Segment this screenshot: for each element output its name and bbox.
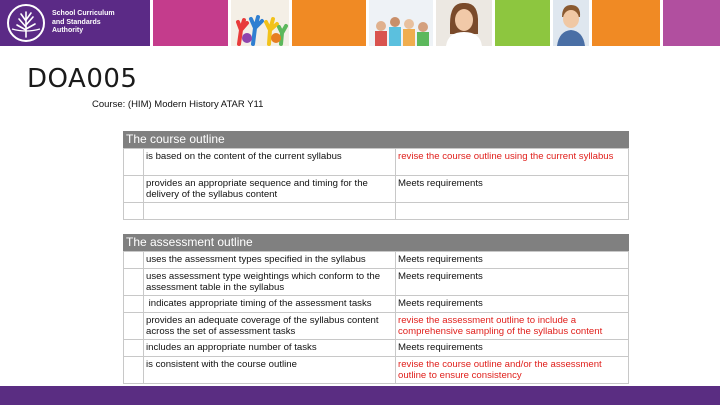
feedback-cell: revise the course outline using the current syllabus xyxy=(396,149,629,176)
row-gutter xyxy=(124,313,144,340)
banner-panel-green xyxy=(495,0,550,46)
org-line-3: Authority xyxy=(52,27,84,35)
row-gutter xyxy=(124,176,144,203)
criterion-cell: provides an adequate coverage of the syllabus content across the set of assessment tasks xyxy=(144,313,396,340)
banner-photo-children xyxy=(369,0,433,46)
banner-panel-magenta xyxy=(153,0,228,46)
table-row xyxy=(124,357,629,384)
scsa-logo xyxy=(0,0,150,46)
criterion-cell: provides an appropriate sequence and timing for the delivery of the syllabus content xyxy=(144,176,396,203)
table-row xyxy=(124,340,629,357)
handprints-image-icon xyxy=(231,0,289,46)
assessment-outline-section xyxy=(123,234,629,384)
tree-logo-icon xyxy=(6,3,46,43)
criterion-cell: uses the assessment types specified in the syllabus xyxy=(144,252,396,269)
assessment-outline-heading: The assessment outline xyxy=(123,234,629,251)
woman-photo-icon xyxy=(436,0,492,46)
criterion-cell: is based on the content of the current syllabus xyxy=(144,149,396,176)
feedback-cell: Meets requirements xyxy=(396,252,629,269)
org-name xyxy=(52,10,115,36)
criterion-cell xyxy=(144,203,396,220)
criterion-cell: includes an appropriate number of tasks xyxy=(144,340,396,357)
row-gutter xyxy=(124,203,144,220)
slide-title: DOA005 xyxy=(27,64,138,94)
banner-panel-orange-2 xyxy=(592,0,660,46)
row-gutter xyxy=(124,296,144,313)
table-row xyxy=(124,296,629,313)
feedback-cell: Meets requirements xyxy=(396,296,629,313)
row-gutter xyxy=(124,252,144,269)
feedback-cell xyxy=(396,203,629,220)
course-outline-heading: The course outline xyxy=(123,131,629,148)
table-row xyxy=(124,269,629,296)
feedback-cell: Meets requirements xyxy=(396,340,629,357)
banner-photo-boy xyxy=(553,0,589,46)
table-row xyxy=(124,176,629,203)
criterion-cell: indicates appropriate timing of the assessment tasks xyxy=(144,296,396,313)
banner-photo-handprints xyxy=(231,0,289,46)
banner-photo-woman xyxy=(436,0,492,46)
criterion-cell: is consistent with the course outline xyxy=(144,357,396,384)
children-image-icon xyxy=(369,0,433,46)
row-gutter xyxy=(124,149,144,176)
assessment-outline-table xyxy=(123,251,629,384)
course-label: Course: (HIM) Modern History ATAR Y11 xyxy=(92,99,264,110)
course-outline-section xyxy=(123,131,629,220)
feedback-cell: Meets requirements xyxy=(396,176,629,203)
org-line-1: School Curriculum xyxy=(52,10,115,18)
table-row xyxy=(124,252,629,269)
feedback-cell: Meets requirements xyxy=(396,269,629,296)
table-row xyxy=(124,313,629,340)
row-gutter xyxy=(124,340,144,357)
table-row xyxy=(124,203,629,220)
course-outline-table xyxy=(123,148,629,220)
banner-panel-orange xyxy=(292,0,366,46)
row-gutter xyxy=(124,269,144,296)
feedback-cell: revise the assessment outline to include a comprehensive sampling of the syllabus content xyxy=(396,313,629,340)
banner-panel-pink xyxy=(663,0,720,46)
org-line-2: and Standards xyxy=(52,18,101,26)
feedback-cell: revise the course outline and/or the assessment outline to ensure consistency xyxy=(396,357,629,384)
header-banner xyxy=(0,0,720,46)
footer-bar xyxy=(0,386,720,405)
row-gutter xyxy=(124,357,144,384)
table-row xyxy=(124,149,629,176)
criterion-cell: uses assessment type weightings which conform to the assessment table in the syllabus xyxy=(144,269,396,296)
boy-photo-icon xyxy=(553,0,589,46)
